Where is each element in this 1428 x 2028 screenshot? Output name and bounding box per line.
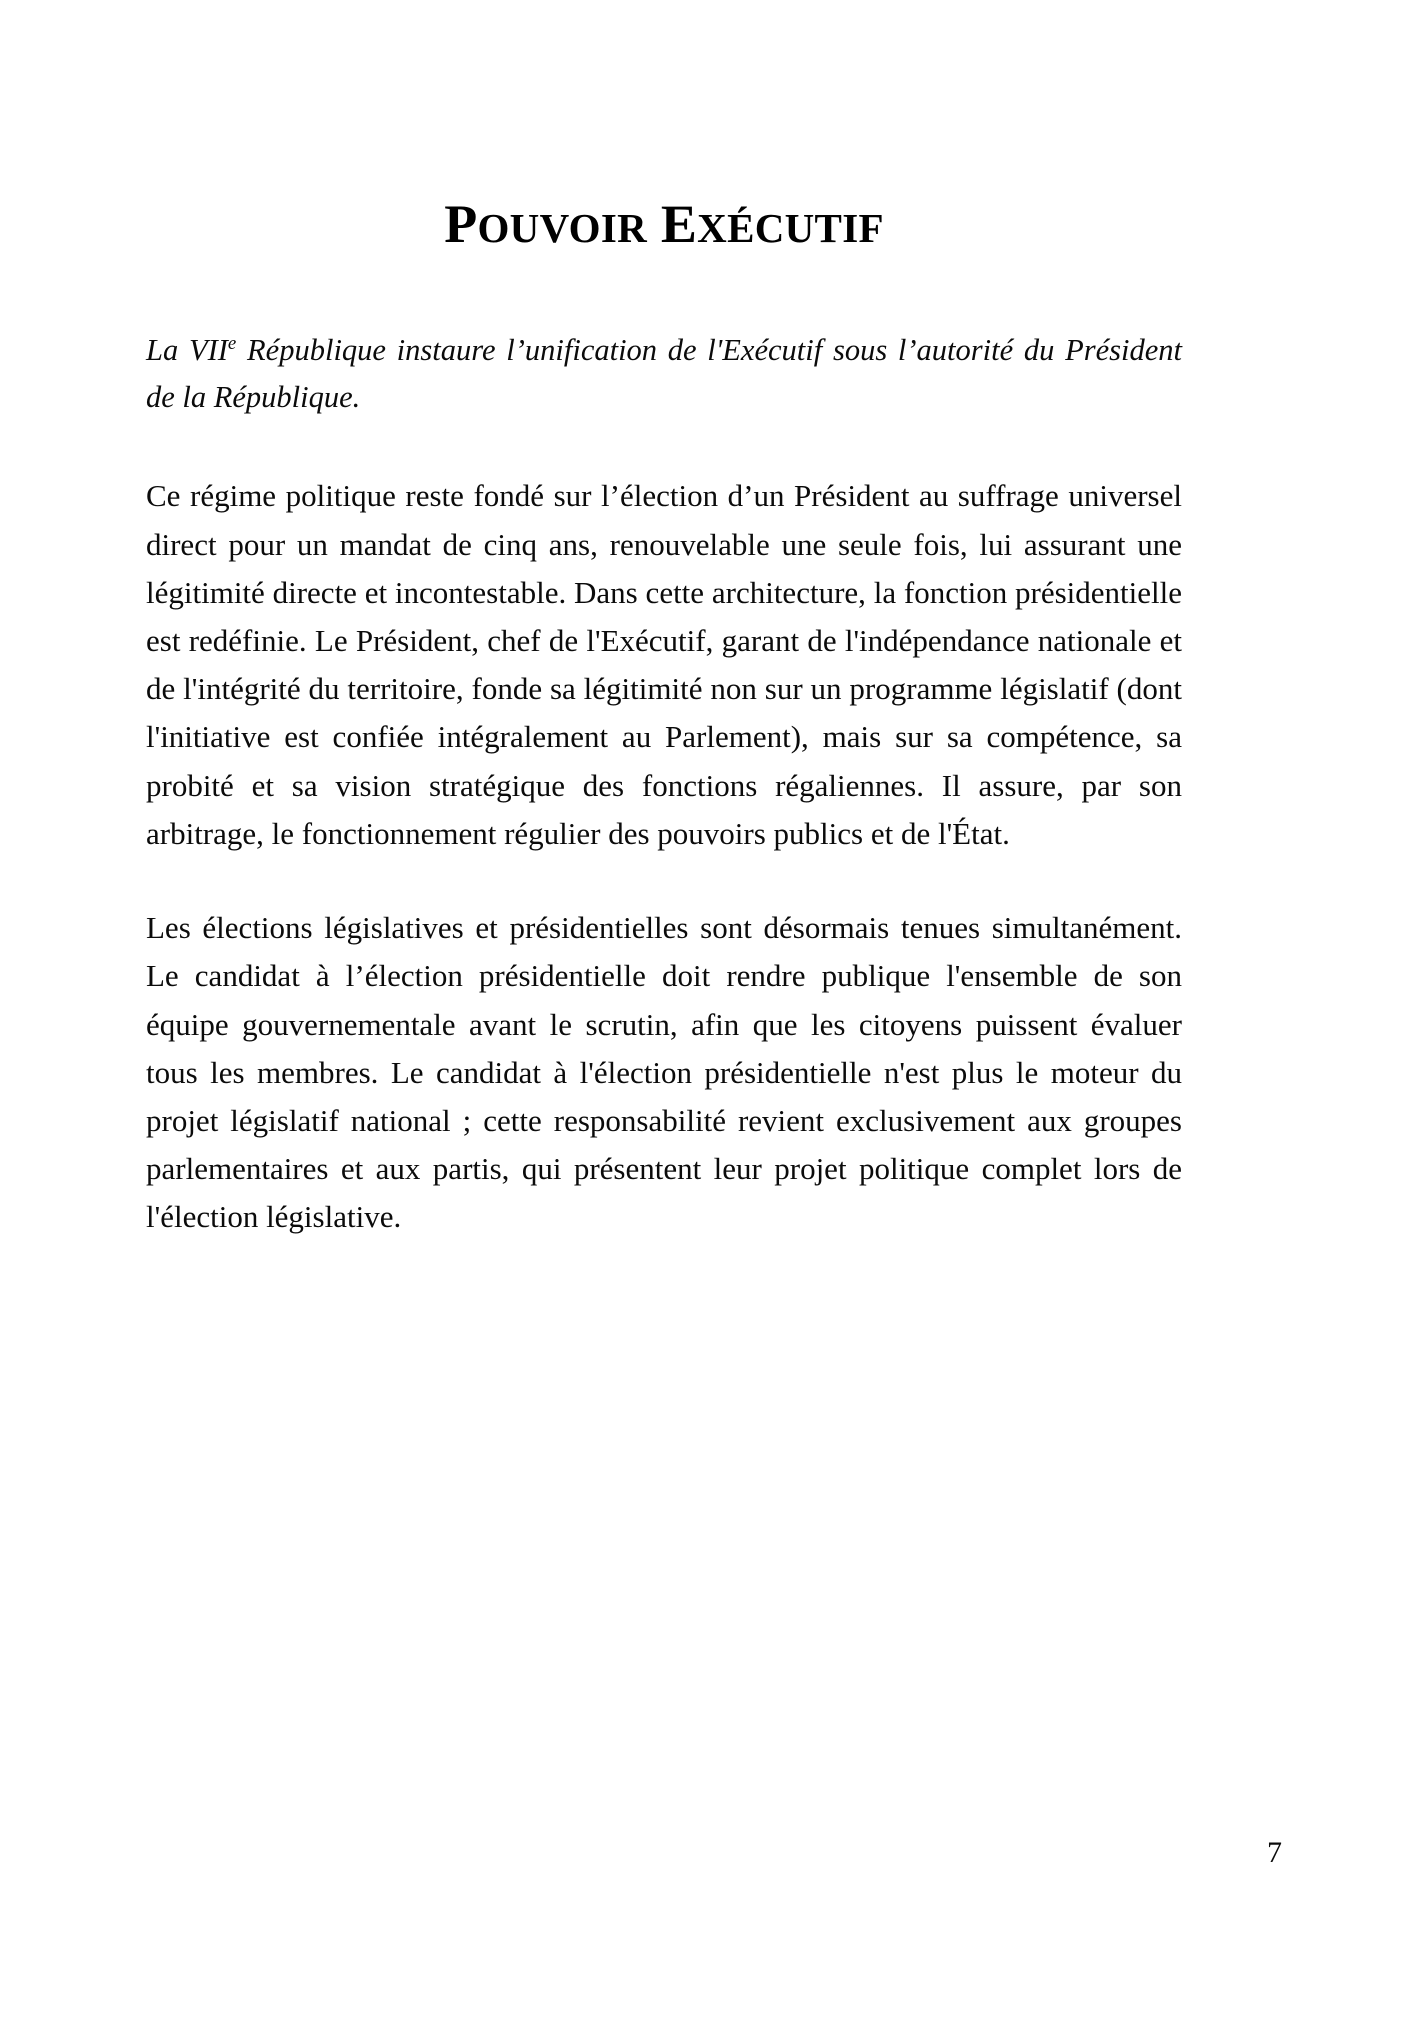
title-space <box>647 194 661 254</box>
title-word2-rest: XÉCUTIF <box>697 205 884 251</box>
page-number: 7 <box>1267 1836 1282 1869</box>
title-word1-rest: OUVOIR <box>477 205 648 251</box>
body-paragraph-1: Ce régime politique reste fondé sur l’élection d’un Président au suffrage universel direct pour un mandat de cinq ans, renouvelable une seule fois, lui assurant une légitimité directe et incontestable. Dans cette architecture, la fonction présidentielle est redéfinie. Le Président, chef de l'Exécutif, garant de l'indépendance nationale et de l'intégrité du territoire, fonde sa légitimité non sur un programme législatif (dont l'initiative est confiée intégralement au Parlement), mais sur sa compétence, sa probité et sa vision stratégique des fonctions régaliennes. Il assure, par son arbitrage, le fonctionnement régulier des pouvoirs publics et de l'État. <box>146 478 1182 851</box>
lead-ordinal-superscript: e <box>227 333 237 354</box>
title-word2-initial: E <box>660 194 698 254</box>
lead-text-before: La VII <box>146 333 228 368</box>
lead-paragraph <box>146 252 1182 420</box>
body-paragraph-2: Les élections législatives et présidentielles sont désormais tenues simultanément. Le candidat à l’élection présidentielle doit rendre publique l'ensemble de son équipe gouvernementale avant le scrutin, afin que les citoyens puissent évaluer tous les membres. Le candidat à l'élection présidentielle n'est plus le moteur du projet législatif national ; cette responsabilité revient exclusivement aux groupes parlementaires et aux partis, qui présentent leur projet politique complet lors de l'élection législative. <box>146 910 1182 1235</box>
page-title <box>146 0 1182 252</box>
page-content <box>146 0 1182 1242</box>
title-word1-initial: P <box>444 194 478 254</box>
lead-text-after: République instaure l’unification de l'Exécutif sous l’autorité du Président de la République. <box>146 333 1182 414</box>
